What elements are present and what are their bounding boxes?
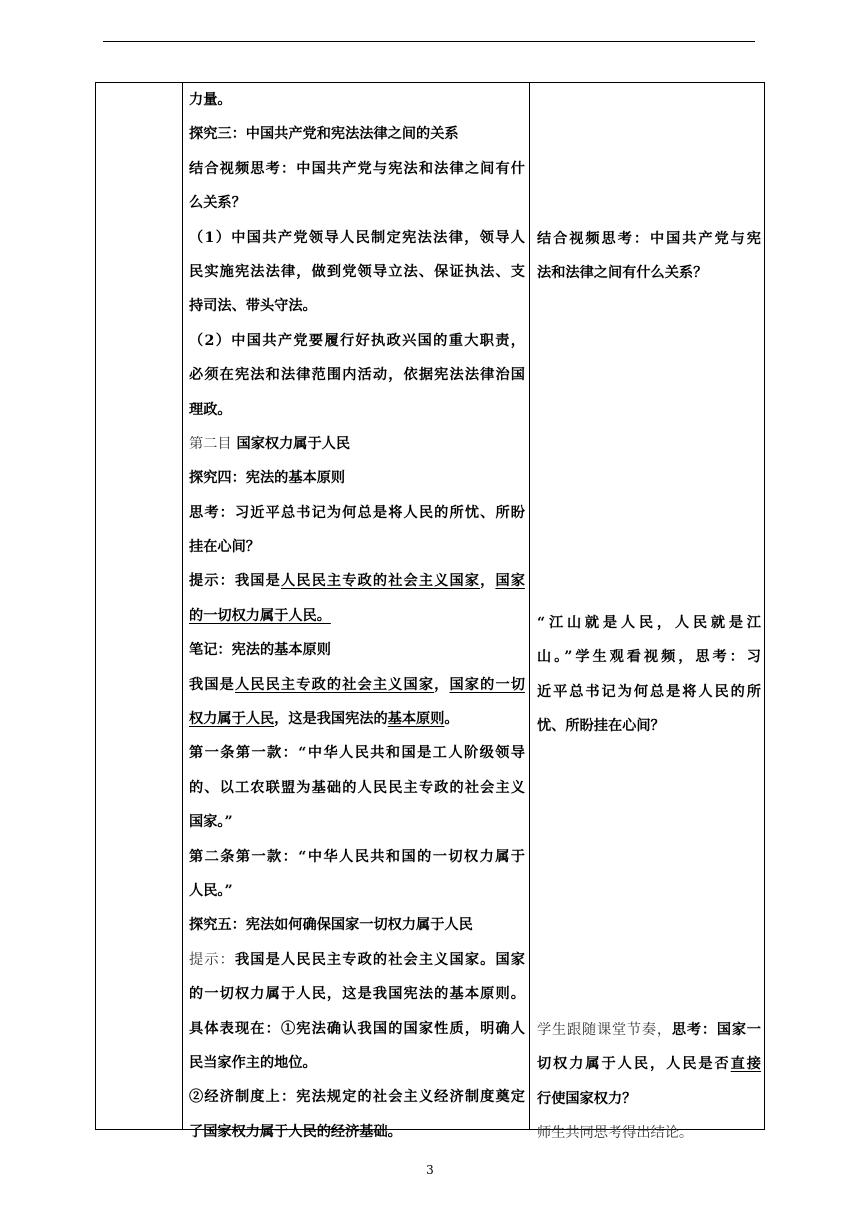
text-line xyxy=(537,1047,761,1081)
section-label: 第二目 xyxy=(189,435,232,452)
text-line: ②经济制度上：宪法规定的社会主义经济制度奠定 xyxy=(189,1089,525,1106)
section-title: 国家权力属于人民 xyxy=(231,435,351,452)
text-line: 人民。” xyxy=(189,882,233,899)
page-number: 3 xyxy=(426,1163,434,1177)
text-line: （2）中国共产党要履行好执政兴国的重大职责， xyxy=(189,332,525,349)
text-line: 思考：习近平总书记为何总是将人民的所忧、所盼 xyxy=(189,504,525,521)
text-line: 第二条第一款：“中华人民共和国的一切权力属于 xyxy=(189,848,525,865)
text-line: 山。”学生观看视频，思考：习 xyxy=(537,649,761,666)
column-divider-1 xyxy=(182,83,183,1129)
inquiry-heading-5: 探究五：宪法如何确保国家一切权力属于人民 xyxy=(189,917,473,934)
text-line: 师生共同思考得出结论。 xyxy=(537,1125,694,1142)
text-line: 法和法律之间有什么关系？ xyxy=(537,265,708,282)
text-span: 。 xyxy=(444,711,459,728)
text-line: 民实施宪法法律，做到党领导立法、保证执法、支 xyxy=(189,263,525,280)
text-line: 第一条第一款：“中华人民共和国是工人阶级领导 xyxy=(189,745,525,762)
text-line xyxy=(537,1013,761,1047)
section-heading xyxy=(189,427,525,461)
text-line: 结合视频思考：中国共产党与宪 xyxy=(537,231,761,247)
underlined-text: 国家的一切 xyxy=(449,676,525,693)
underlined-text: 的一切权力属于人民。 xyxy=(189,607,331,624)
text-span: 学生跟随课堂节奏， xyxy=(537,1022,672,1038)
text-line: 么关系？ xyxy=(189,195,246,212)
note-heading: 笔记：宪法的基本原则 xyxy=(189,642,331,659)
inquiry-heading-4: 探究四：宪法的基本原则 xyxy=(189,470,346,487)
text-line: 持司法、带头守法。 xyxy=(189,298,317,315)
text-line xyxy=(189,943,525,977)
hint-label: 提示： xyxy=(189,951,235,968)
text-span: ， xyxy=(480,573,496,590)
text-span: 提示：我国是 xyxy=(189,573,281,590)
text-span: 我国是 xyxy=(189,676,235,693)
text-line: “江山就是人民，人民就是江 xyxy=(537,615,761,631)
text-line: （1）中国共产党领导人民制定宪法法律，领导人 xyxy=(189,229,525,246)
student-activity-3 xyxy=(537,1013,761,1151)
inquiry-heading-3: 探究三：中国共产党和宪法法律之间的关系 xyxy=(189,126,459,143)
underlined-text: 人民民主专政的社会主义国家 xyxy=(234,676,435,693)
text-line: 结合视频思考：中国共产党与宪法和法律之间有什 xyxy=(189,160,525,177)
lesson-table xyxy=(95,82,765,1142)
text-line: 必须在宪法和法律范围内活动，依据宪法法律治国 xyxy=(189,367,525,384)
text-span: ，这是我国宪法的 xyxy=(274,711,388,728)
text-line xyxy=(189,668,525,702)
text-span: 我国是人民民主专政的社会主义国家。国家 xyxy=(234,951,525,968)
text-line: 了国家权力属于人民的经济基础。 xyxy=(189,1123,402,1140)
text-line: 近平总书记为何总是将人民的所 xyxy=(537,683,761,700)
underlined-text: 权力属于人民 xyxy=(189,711,275,728)
student-activity-2 xyxy=(537,606,761,744)
text-line xyxy=(189,564,525,598)
student-activity-1 xyxy=(537,222,761,291)
text-line xyxy=(189,702,525,736)
text-line: 行使国家权力？ xyxy=(537,1090,637,1107)
text-line: 的一切权力属于人民，这是我国宪法的基本原则。 xyxy=(189,986,525,1003)
header-rule xyxy=(103,41,755,42)
text-line: 忧、所盼挂在心间？ xyxy=(537,718,665,735)
text-span: 切权力属于人民，人民是否 xyxy=(537,1056,731,1073)
text-span: 思考：国家一 xyxy=(671,1022,761,1038)
text-line: 力量。 xyxy=(189,92,232,108)
text-line: 国家。” xyxy=(189,814,233,831)
underlined-text: 人民民主专政的社会主义国家 xyxy=(280,573,481,590)
text-span: ， xyxy=(434,676,450,693)
text-line: 民当家作主的地位。 xyxy=(189,1054,317,1071)
text-line: 具体表现在：①宪法确认我国的国家性质，明确人 xyxy=(189,1020,525,1037)
text-line: 的、以工农联盟为基础的人民民主专政的社会主义 xyxy=(189,779,525,796)
teaching-content-cell xyxy=(189,83,525,1149)
underlined-text: 直接 xyxy=(730,1056,761,1073)
text-line: 理政。 xyxy=(189,401,232,418)
underlined-text: 基本原则 xyxy=(387,711,445,728)
underlined-text: 国家 xyxy=(495,573,525,590)
text-line: 挂在心间？ xyxy=(189,539,260,556)
column-divider-2 xyxy=(529,83,530,1129)
